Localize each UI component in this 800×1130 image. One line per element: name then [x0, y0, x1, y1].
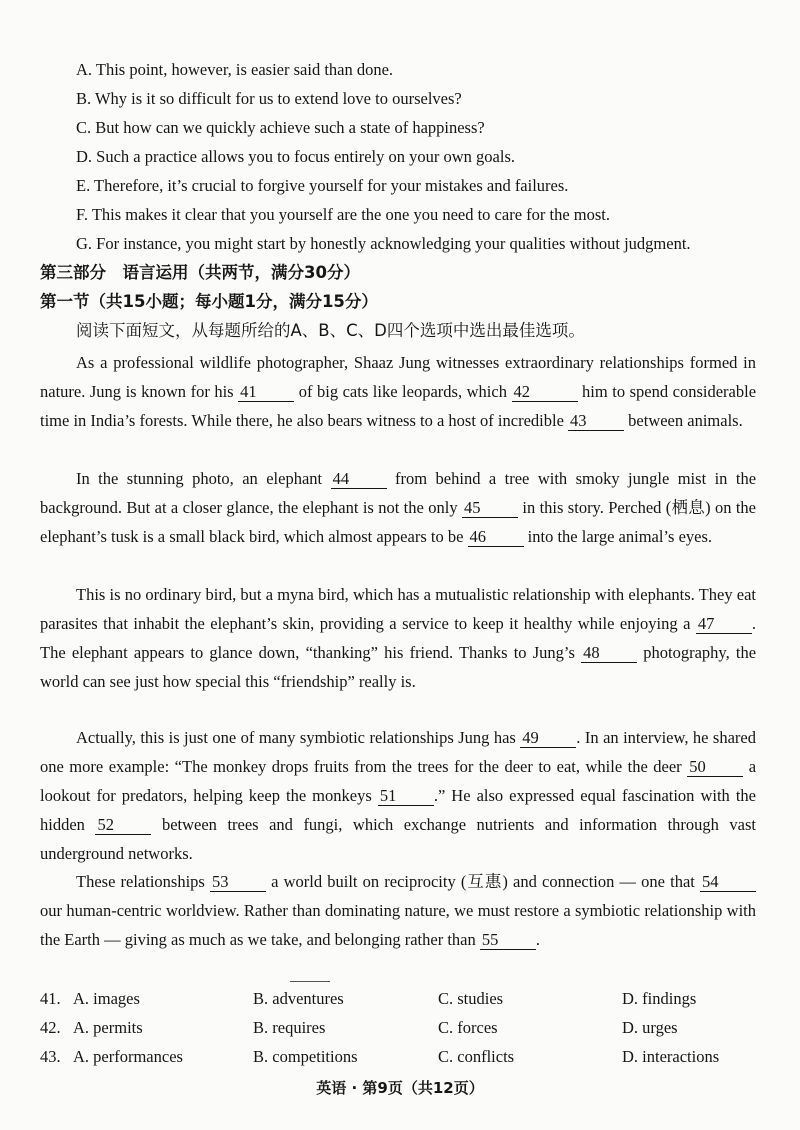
blank-46: 46 — [468, 528, 524, 547]
divider — [290, 981, 330, 982]
blank-52: 52 — [95, 816, 151, 835]
choice-a: A. permits — [73, 1018, 143, 1037]
question-41: 41. A. images B. adventures C. studies D. findings — [40, 984, 760, 1013]
blank-50: 50 — [687, 758, 743, 777]
choice-c: C. conflicts — [438, 1047, 515, 1066]
option-a: A. This point, however, is easier said than done. — [76, 60, 394, 79]
blank-47: 47 — [696, 615, 752, 634]
section-title: 第一节（共15小题；每小题1分，满分15分） — [40, 292, 378, 311]
choice-d: D. urges — [622, 1018, 678, 1037]
blank-51: 51 — [378, 787, 434, 806]
instruction: 阅读下面短文，从每题所给的A、B、C、D四个选项中选出最佳选项。 — [76, 321, 585, 340]
blank-41: 41 — [238, 383, 294, 402]
answer-options — [40, 984, 760, 1071]
paragraph-5: These relationships 53 a world built on reciprocity (互惠) and connection — one that 54 our human-centric worldview. Rather than dominating nature, we must restore a symbiotic relationship with the Earth — giving as much as we take, and belonging rather than 55 . — [40, 872, 756, 949]
paragraph-1: As a professional wildlife photographer, Shaaz Jung witnesses extraordinary relationships formed in nature. Jung is known for his 41 of big cats like leopards, which 42 him to spend considerable time in India’s forests. While there, he also bears witness to a host of incredible 43 between animals. — [40, 353, 757, 430]
blank-55: 55 — [480, 931, 536, 950]
choice-d: D. interactions — [622, 1047, 720, 1066]
option-e: E. Therefore, it’s crucial to forgive yourself for your mistakes and failures. — [76, 176, 569, 195]
question-42: 42. A. permits B. requires C. forces D. urges — [40, 1013, 760, 1042]
blank-42: 42 — [512, 383, 578, 402]
choice-d: D. findings — [622, 989, 697, 1008]
choice-b: B. competitions — [253, 1047, 358, 1066]
choice-a: A. performances — [73, 1047, 183, 1066]
part-title: 第三部分 语言运用（共两节，满分30分） — [40, 263, 360, 282]
blank-43: 43 — [568, 412, 624, 431]
blank-49: 49 — [520, 729, 576, 748]
choice-b: B. requires — [253, 1018, 326, 1037]
paragraph-3: This is no ordinary bird, but a myna bird, which has a mutualistic relationship with elephants. They eat parasites that inhabit the elephant’s skin, providing a service to keep it healthy while enjoying a 47 . The elephant appears to glance down, “thanking” his friend. Thanks to Jung’s 48 photography, the world can see just how special this “friendship” really is. — [40, 585, 757, 691]
blank-53: 53 — [210, 873, 266, 892]
option-g: G. For instance, you might start by honestly acknowledging your qualities without judgment. — [76, 234, 691, 253]
option-c: C. But how can we quickly achieve such a state of happiness? — [76, 118, 485, 137]
option-f: F. This makes it clear that you yourself are the one you need to care for the most. — [76, 205, 611, 224]
option-d: D. Such a practice allows you to focus entirely on your own goals. — [76, 147, 515, 166]
page-footer: 英语 · 第9页（共12页） — [316, 1079, 484, 1097]
choice-c: C. forces — [438, 1018, 498, 1037]
blank-54: 54 — [700, 873, 756, 892]
choice-b: B. adventures — [253, 989, 344, 1008]
blank-45: 45 — [462, 499, 518, 518]
option-b: B. Why is it so difficult for us to extend love to ourselves? — [76, 89, 462, 108]
blank-48: 48 — [581, 644, 637, 663]
blank-44: 44 — [331, 470, 387, 489]
question-43: 43. A. performances B. competitions C. conflicts D. interactions — [40, 1042, 760, 1071]
paragraph-4: Actually, this is just one of many symbiotic relationships Jung has 49 . In an interview, he shared one more example: “The monkey drops fruits from the trees for the deer to eat, while the deer 50 a lookout for predators, helping keep the monkeys 51 .” He also expressed equal fascination with the hidden 52 between trees and fungi, which exchange nutrients and information through vast underground networks. — [40, 728, 757, 863]
paragraph-2: In the stunning photo, an elephant 44 from behind a tree with smoky jungle mist in the background. But at a closer glance, the elephant is not the only 45 in this story. Perched (栖息) on the elephant’s tusk is a small black bird, which almost appears to be 46 into the large animal’s eyes. — [40, 469, 757, 546]
choice-a: A. images — [73, 989, 140, 1008]
choice-c: C. studies — [438, 989, 504, 1008]
